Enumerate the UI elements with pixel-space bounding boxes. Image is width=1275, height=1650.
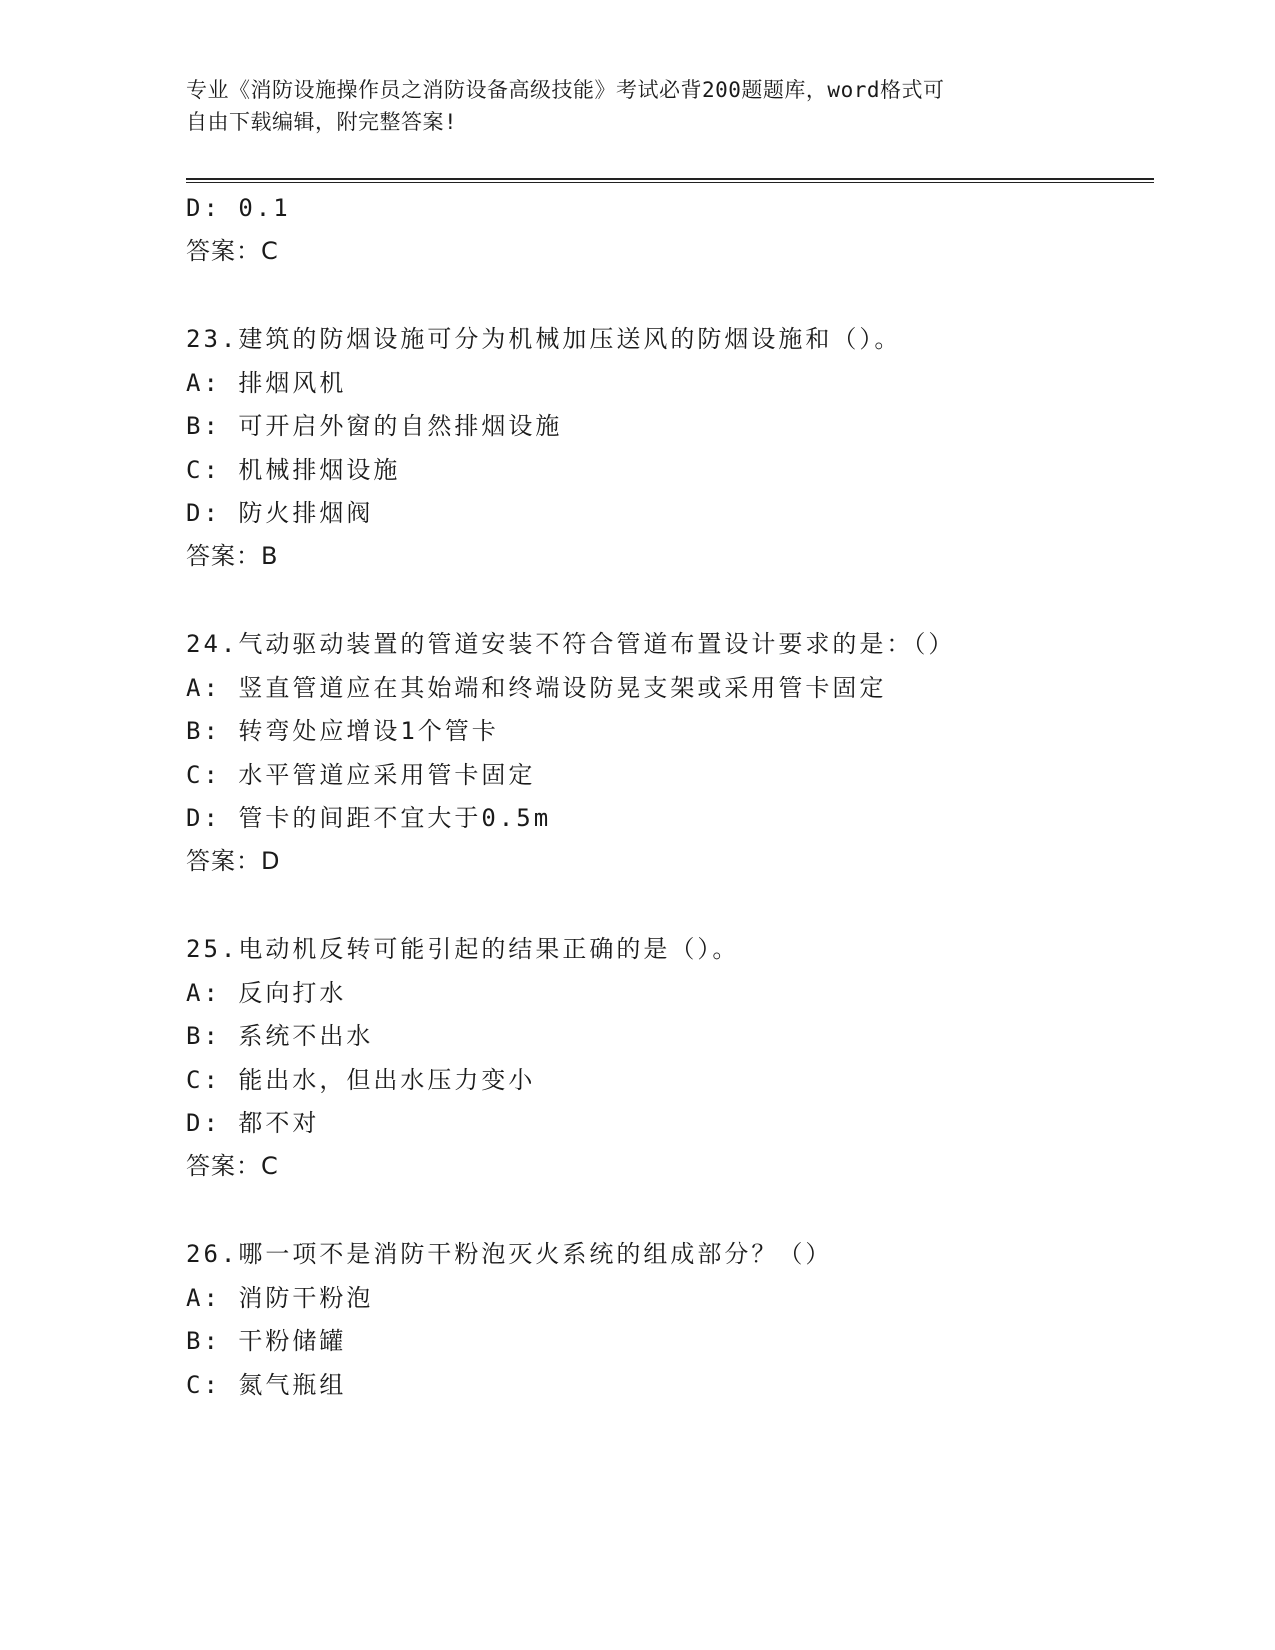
option-a: A: 消防干粉泡: [186, 1284, 374, 1312]
option-d: D: 管卡的间距不宜大于0.5m: [186, 804, 552, 832]
answer-line: 答案：C: [186, 1152, 279, 1180]
question-stem: 24.气动驱动装置的管道安装不符合管道布置设计要求的是：（）: [186, 630, 956, 658]
answer-line: 答案：C: [186, 237, 279, 265]
option-d: D: 都不对: [186, 1109, 320, 1137]
question-stem: 23.建筑的防烟设施可分为机械加压送风的防烟设施和（）。: [186, 325, 902, 353]
option-c: C: 能出水，但出水压力变小: [186, 1066, 536, 1094]
header-line-1: 专业《消防设施操作员之消防设备高级技能》考试必背200题题库，word格式可: [186, 78, 945, 102]
option-a: A: 反向打水: [186, 979, 347, 1007]
header-divider: [186, 178, 1154, 183]
option-b: B: 干粉储罐: [186, 1327, 347, 1355]
question-stem: 25.电动机反转可能引起的结果正确的是（）。: [186, 935, 740, 963]
option-c: C: 水平管道应采用管卡固定: [186, 761, 536, 789]
answer-line: 答案：D: [186, 847, 281, 875]
header-line-2: 自由下载编辑，附完整答案!: [186, 110, 458, 134]
answer-line: 答案：B: [186, 542, 279, 570]
option-c: C: 机械排烟设施: [186, 456, 401, 484]
option-d: D: 防火排烟阀: [186, 499, 374, 527]
option-b: B: 可开启外窗的自然排烟设施: [186, 412, 563, 440]
document-header: [186, 74, 1066, 138]
option-a: A: 排烟风机: [186, 369, 347, 397]
option-c: C: 氮气瓶组: [186, 1371, 347, 1399]
option-b: B: 系统不出水: [186, 1022, 374, 1050]
option-a: A: 竖直管道应在其始端和终端设防晃支架或采用管卡固定: [186, 674, 887, 702]
option-b: B: 转弯处应增设1个管卡: [186, 717, 499, 745]
option-d: D: 0.1: [186, 194, 291, 222]
question-stem: 26.哪一项不是消防干粉泡灭火系统的组成部分？（）: [186, 1240, 833, 1268]
